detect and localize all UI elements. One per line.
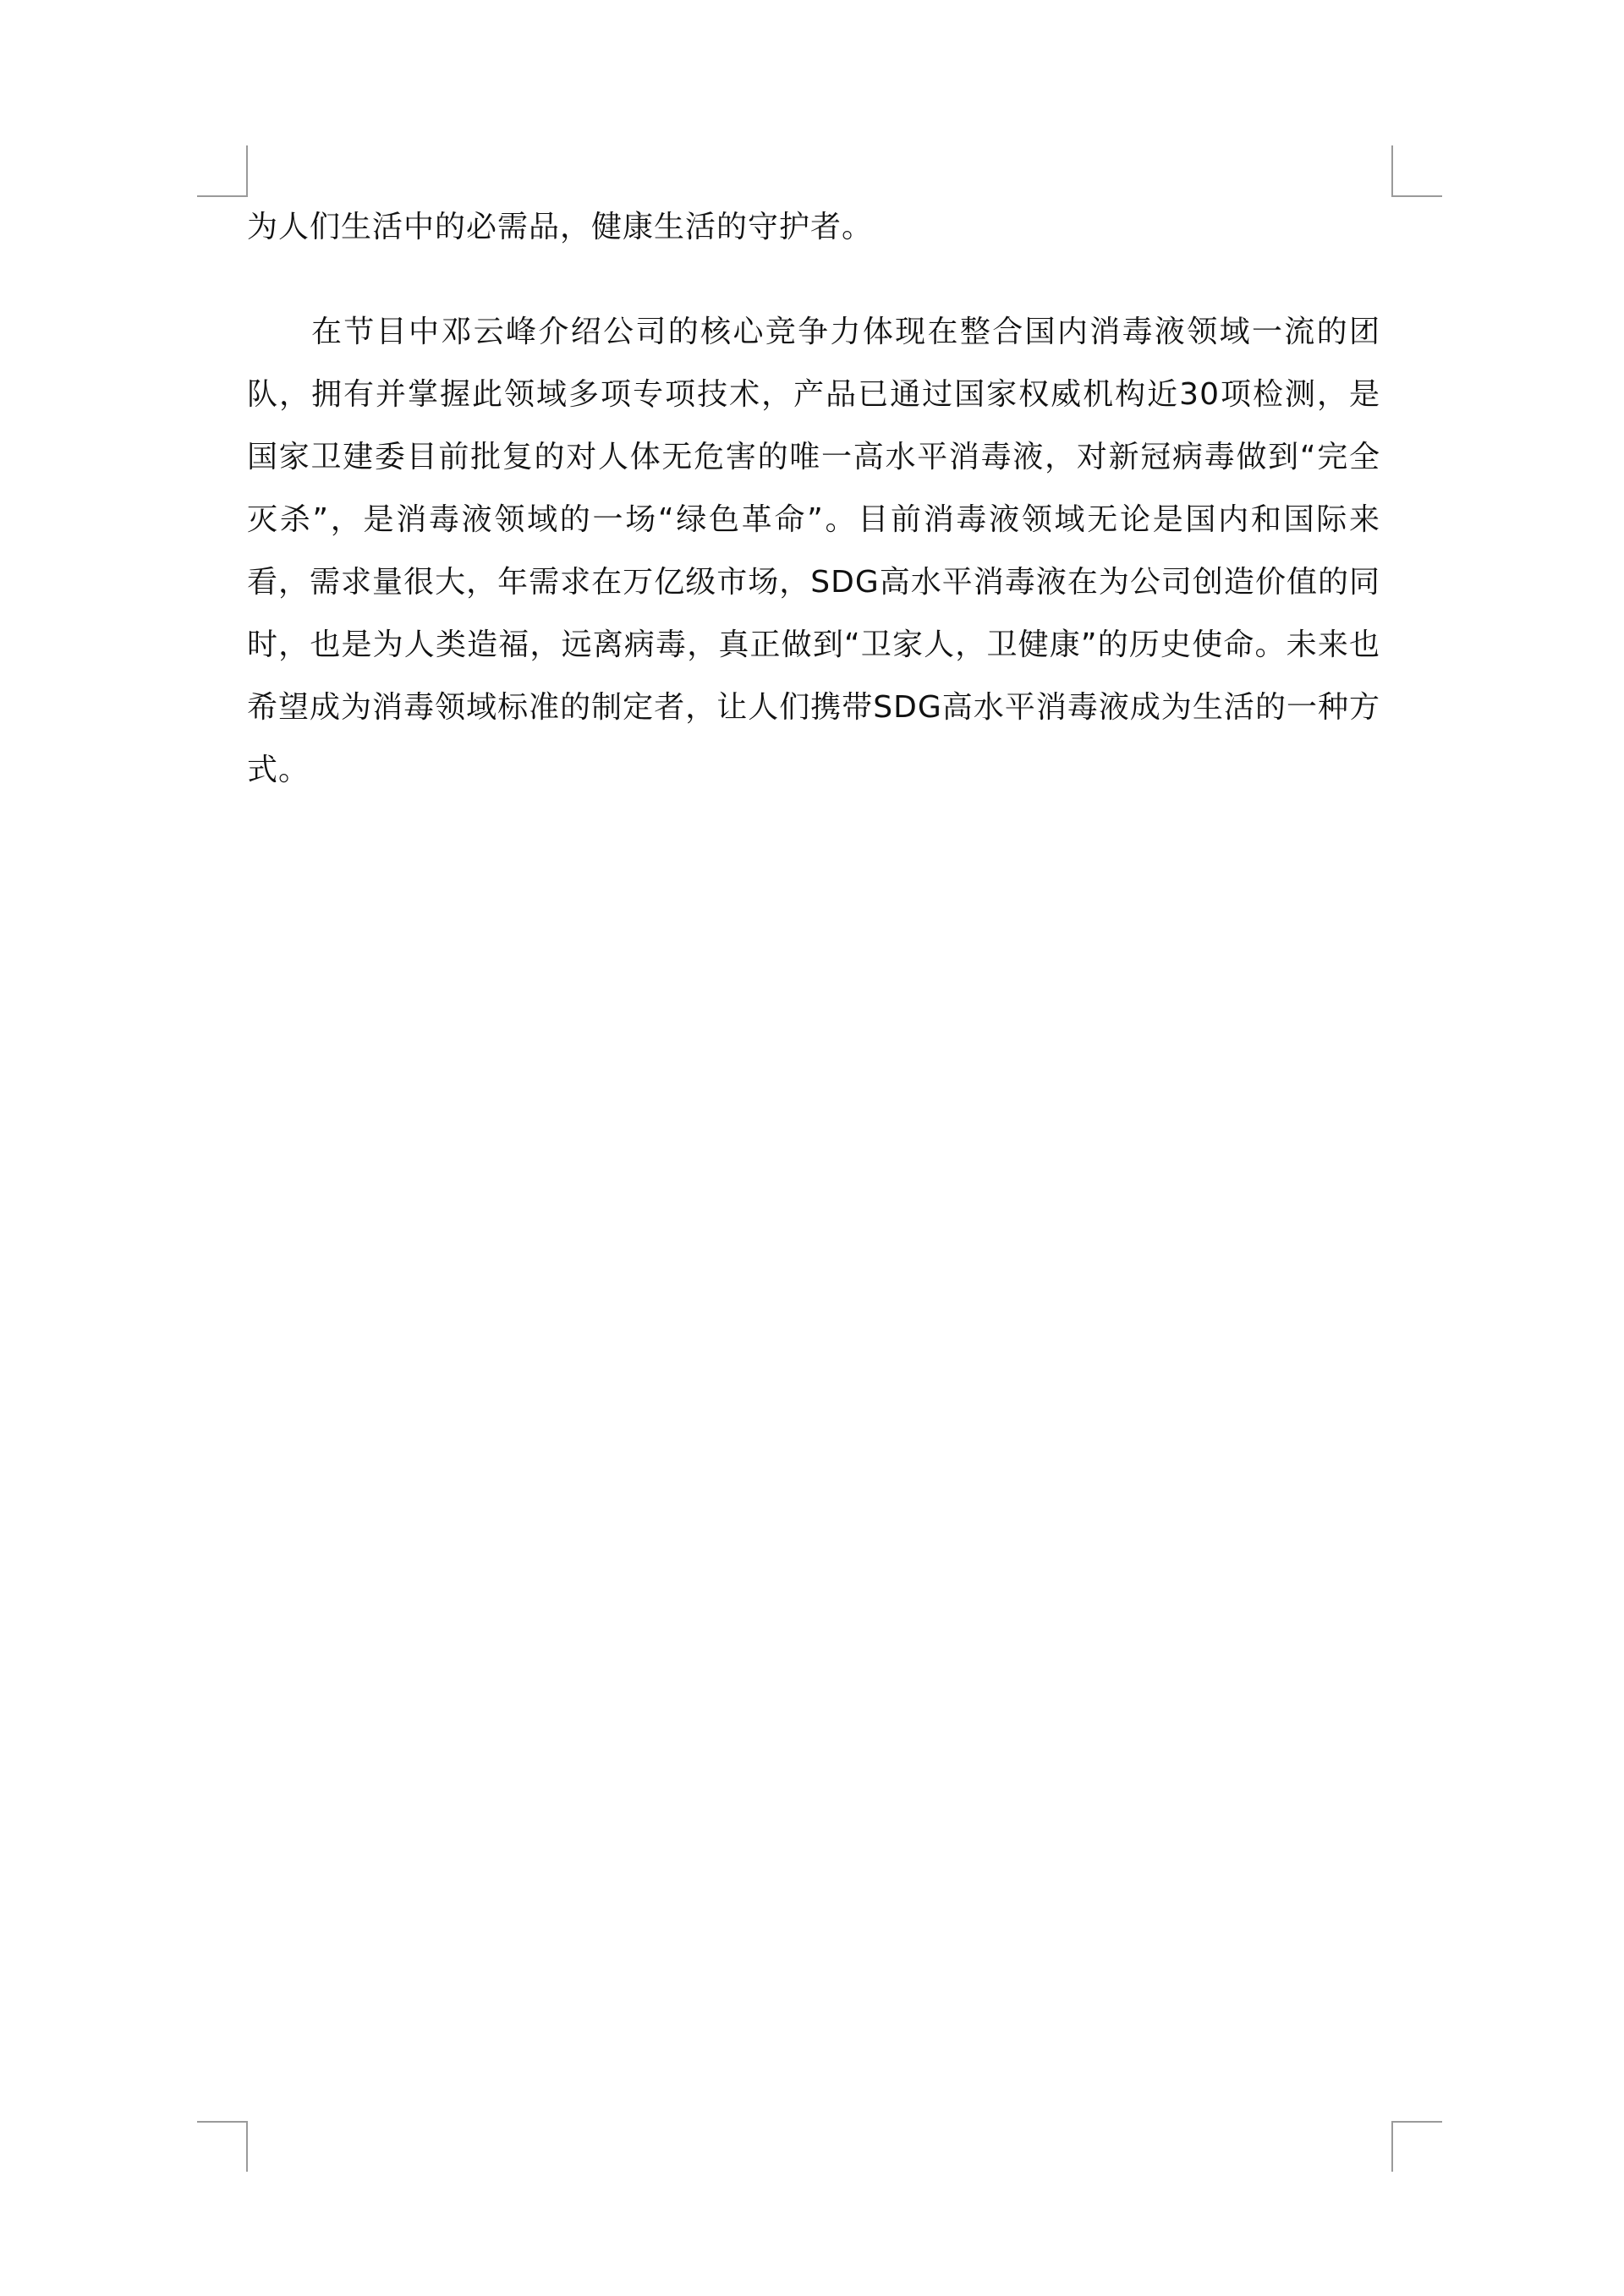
body-text [247, 196, 1380, 802]
crop-mark-bottom-right-horizontal [1391, 2121, 1442, 2123]
crop-mark-bottom-left-vertical [246, 2121, 248, 2172]
crop-mark-top-left-horizontal [197, 195, 248, 197]
crop-mark-bottom-left-horizontal [197, 2121, 248, 2123]
crop-mark-top-left-vertical [246, 145, 248, 196]
paragraph-continuation: 为人们生活中的必需品，健康生活的守护者。 [247, 210, 874, 244]
crop-mark-bottom-right-vertical [1391, 2121, 1393, 2172]
crop-mark-top-right-vertical [1391, 145, 1393, 196]
crop-mark-top-right-horizontal [1391, 195, 1442, 197]
paragraph-main: 在节目中邓云峰介绍公司的核心竞争力体现在整合国内消毒液领域一流的团队，拥有并掌握此领域多项专项技术，产品已通过国家权威机构近30项检测，是国家卫建委目前批复的对人体无危害的唯一高水平消毒液，对新冠病毒做到“完全灭杀”，是消毒液领域的一场“绿色革命”。目前消毒液领域无论是国内和国际来看，需求量很大，年需求在万亿级市场，SDG高水平消毒液在为公司创造价值的同时，也是为人类造福，远离病毒，真正做到“卫家人，卫健康”的历史使命。未来也希望成为消毒领域标准的制定者，让人们携带SDG高水平消毒液成为生活的一种方式。 [247, 315, 1380, 787]
